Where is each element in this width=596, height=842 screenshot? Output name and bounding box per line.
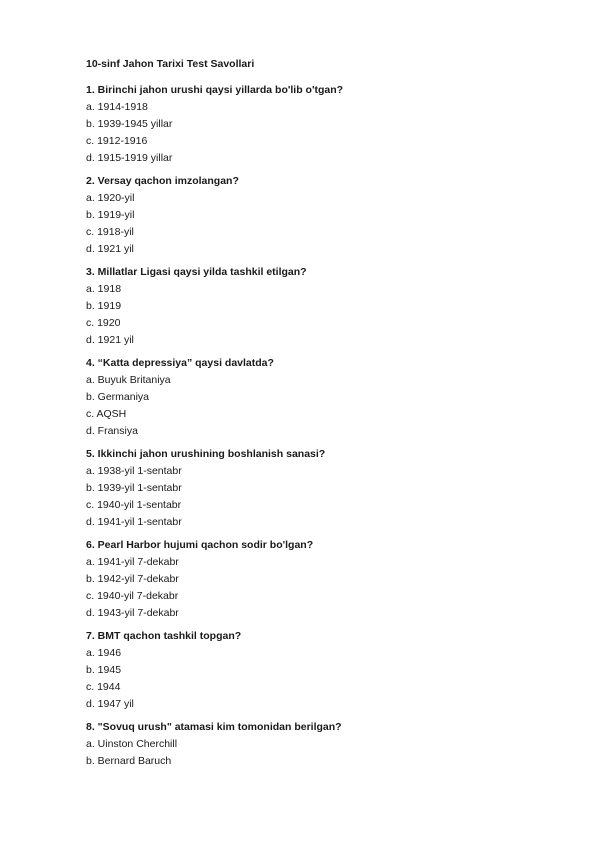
answer-option: b. 1939-yil 1-sentabr (86, 482, 182, 494)
question-block (86, 720, 556, 768)
answer-option: d. 1921 yil (86, 334, 134, 346)
question-text: 8. "Sovuq urush" atamasi kim tomonidan berilgan? (86, 721, 342, 733)
answer-option: a. 1941-yil 7-dekabr (86, 556, 179, 568)
answer-option: c. 1940-yil 7-dekabr (86, 590, 179, 602)
question-block (86, 83, 556, 165)
question-text: 7. BMT qachon tashkil topgan? (86, 630, 242, 642)
question-text: 5. Ikkinchi jahon urushining boshlanish sanasi? (86, 448, 326, 460)
answer-option: b. 1939-1945 yillar (86, 118, 173, 130)
answer-option: a. 1914-1918 (86, 101, 148, 113)
question-text: 3. Millatlar Ligasi qaysi yilda tashkil etilgan? (86, 266, 307, 278)
answer-option: d. 1943-yil 7-dekabr (86, 607, 179, 619)
question-block (86, 174, 556, 256)
question-text: 4. “Katta depressiya” qaysi davlatda? (86, 357, 274, 369)
answer-option: d. 1947 yil (86, 698, 134, 710)
question-block (86, 447, 556, 529)
answer-option: d. Fransiya (86, 425, 138, 437)
question-block (86, 356, 556, 438)
answer-option: d. 1941-yil 1-sentabr (86, 516, 182, 528)
answer-option: c. 1920 (86, 317, 121, 329)
answer-option: c. 1918-yil (86, 226, 134, 238)
answer-option: b. 1919 (86, 300, 122, 312)
answer-option: b. 1942-yil 7-dekabr (86, 573, 179, 585)
question-block (86, 265, 556, 347)
answer-option: c. AQSH (86, 408, 127, 420)
answer-option: b. Germaniya (86, 391, 150, 403)
answer-option: d. 1921 yil (86, 243, 134, 255)
answer-option: c. 1912-1916 (86, 135, 148, 147)
answer-option: a. 1918 (86, 283, 122, 295)
question-text: 2. Versay qachon imzolangan? (86, 175, 239, 187)
answer-option: d. 1915-1919 yillar (86, 152, 173, 164)
document-title: 10-sinf Jahon Tarixi Test Savollari (86, 58, 255, 70)
question-block (86, 538, 556, 620)
answer-option: b. Bernard Baruch (86, 755, 172, 767)
answer-option: c. 1944 (86, 681, 121, 693)
question-text: 1. Birinchi jahon urushi qaysi yillarda bo'lib o'tgan? (86, 84, 344, 96)
answer-option: a. 1938-yil 1-sentabr (86, 465, 182, 477)
question-block (86, 629, 556, 711)
answer-option: b. 1919-yil (86, 209, 135, 221)
answer-option: b. 1945 (86, 664, 122, 676)
answer-option: a. Uinston Cherchill (86, 738, 178, 750)
question-text: 6. Pearl Harbor hujumi qachon sodir bo'lgan? (86, 539, 314, 551)
answer-option: c. 1940-yil 1-sentabr (86, 499, 182, 511)
answer-option: a. Buyuk Britaniya (86, 374, 171, 386)
question-list (86, 83, 556, 768)
answer-option: a. 1920-yil (86, 192, 135, 204)
answer-option: a. 1946 (86, 647, 122, 659)
